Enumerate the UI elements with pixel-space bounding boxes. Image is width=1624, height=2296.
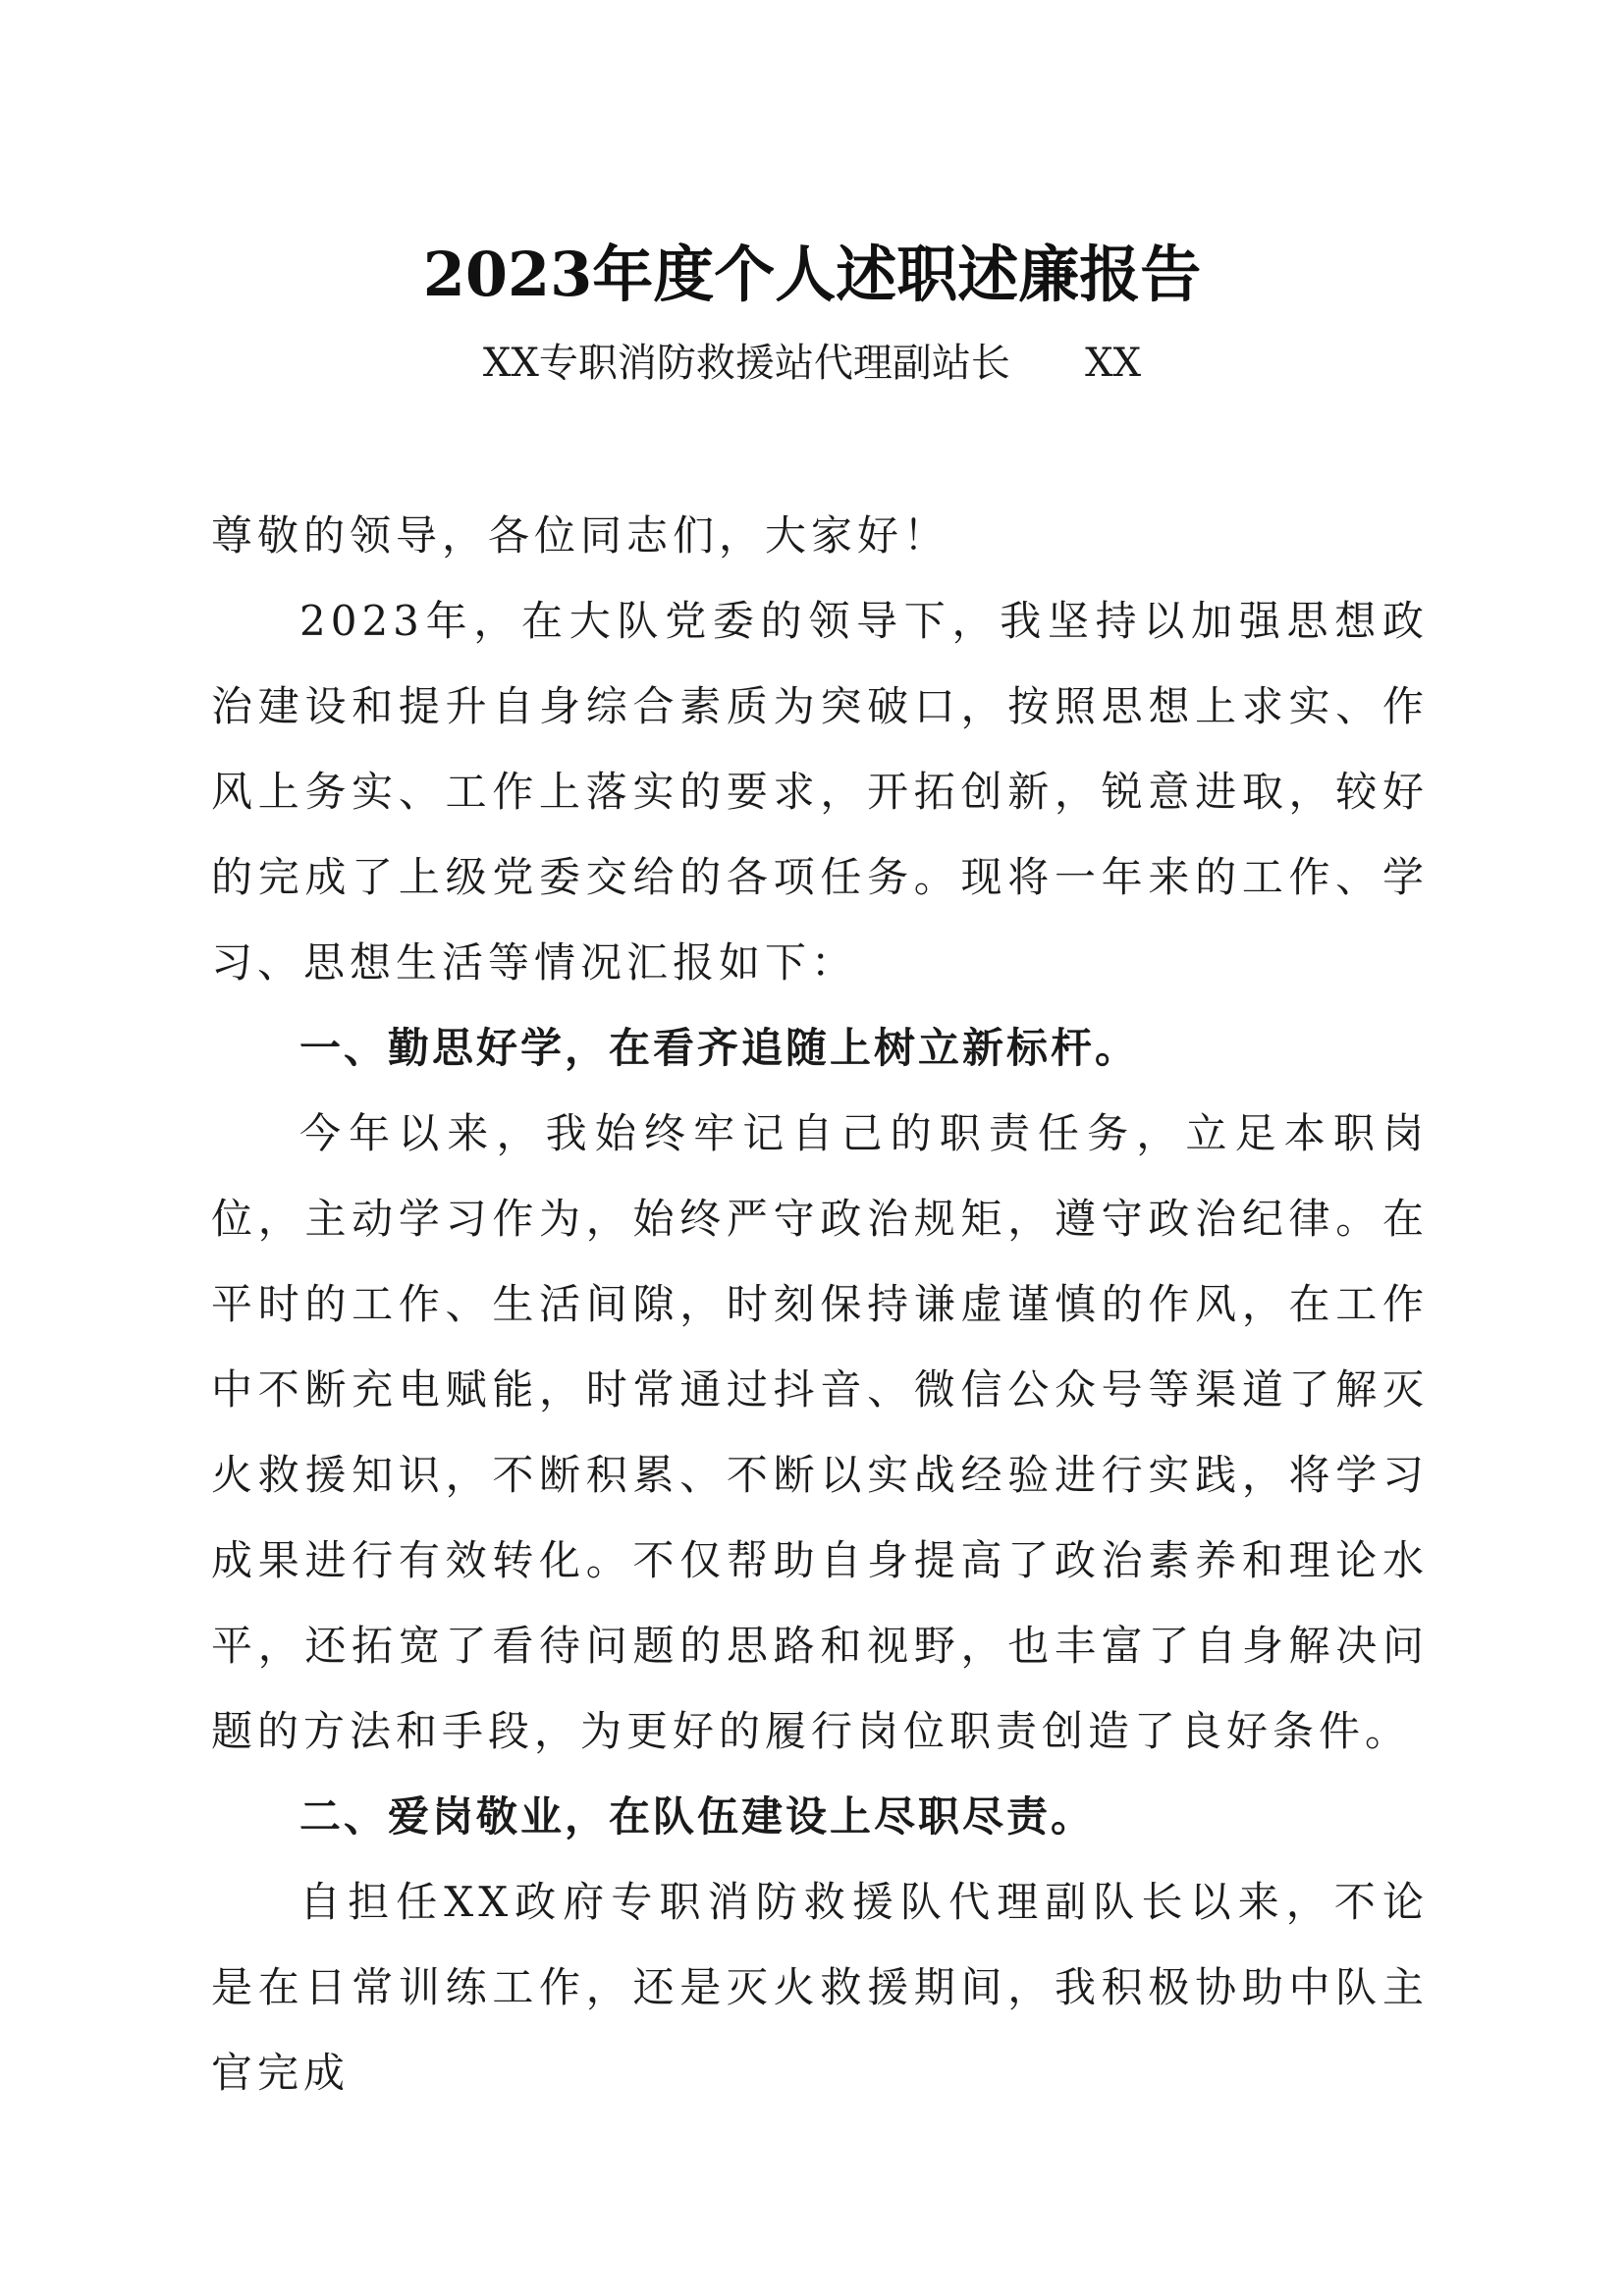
section-heading-2: 二、爱岗敬业，在队伍建设上尽职尽责。 bbox=[299, 1792, 1096, 1841]
document-subtitle: XX专职消防救援站代理副站长 XX bbox=[482, 341, 1142, 386]
section-heading-1: 一、勤思好学，在看齐追随上树立新标杆。 bbox=[299, 1024, 1140, 1072]
intro-paragraph: 2023年，在大队党委的领导下，我坚持以加强思想政治建设和提升自身综合素质为突破口，按照思想上求实、作风上务实、工作上落实的要求，开拓创新，锐意进取，较好的完成了上级党委交给的各项任务。现将一年来的工作、学习、思想生活等情况汇报如下： bbox=[211, 597, 1429, 987]
section-paragraph-1: 今年以来，我始终牢记自己的职责任务，立足本职岗位，主动学习作为，始终严守政治规矩，遵守政治纪律。在平时的工作、生活间隙，时刻保持谦虚谨慎的作风，在工作中不断充电赋能，时常通过抖音、微信公众号等渠道了解灭火救援知识，不断积累、不断以实战经验进行实践，将学习成果进行有效转化。不仅帮助自身提高了政治素养和理论水平，还拓宽了看待问题的思路和视野，也丰富了自身解决问题的方法和手段，为更好的履行岗位职责创造了良好条件。 bbox=[211, 1109, 1429, 1755]
document-title: 2023年度个人述职述廉报告 bbox=[422, 239, 1202, 310]
document-body bbox=[211, 493, 1429, 2115]
section-paragraph-2: 自担任XX政府专职消防救援队代理副队长以来，不论是在日常训练工作，还是灭火救援期间，我积极协助中队主官完成 bbox=[211, 1878, 1429, 2097]
greeting-paragraph: 尊敬的领导，各位同志们，大家好！ bbox=[211, 511, 950, 560]
